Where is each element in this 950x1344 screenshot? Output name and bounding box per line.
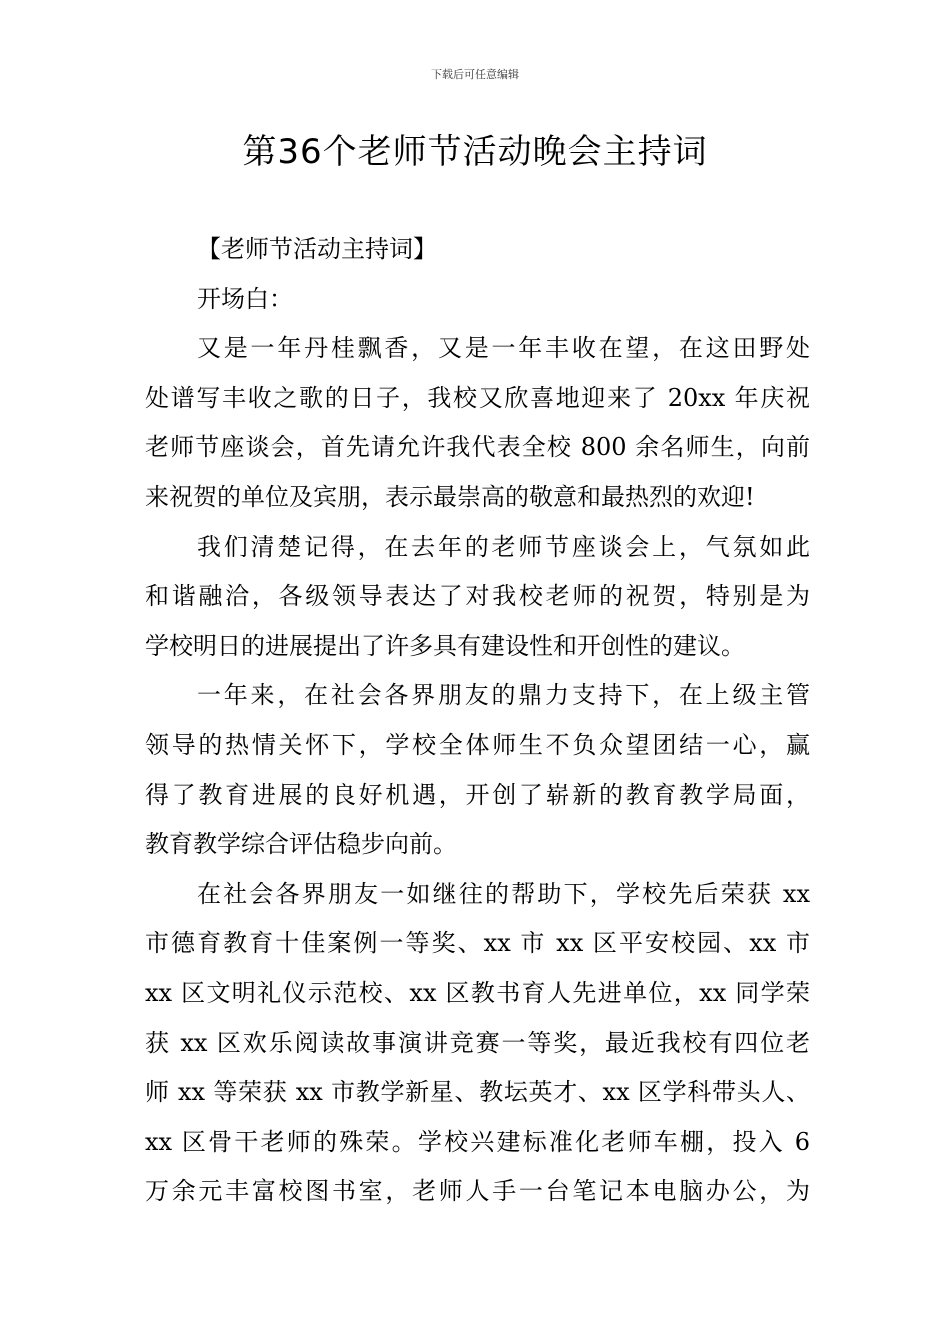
paragraph-line: xx 区文明礼仪示范校、xx 区教书育人先进单位，xx 同学荣	[145, 978, 810, 1007]
paragraph-line: 一年来，在社会各界朋友的鼎力支持下，在上级主管	[197, 681, 810, 710]
paragraph-line: 万余元丰富校图书室，老师人手一台笔记本电脑办公，为	[145, 1177, 810, 1206]
document-body	[145, 225, 810, 1217]
paragraph-line: 师 xx 等荣获 xx 市教学新星、教坛英才、xx 区学科带头人、	[145, 1078, 810, 1107]
paragraph-line: 领导的热情关怀下，学校全体师生不负众望团结一心，赢	[145, 730, 810, 759]
paragraph-line: 老师节座谈会，首先请允许我代表全校 800 余名师生，向前	[145, 433, 810, 462]
paragraph	[145, 523, 810, 672]
opening-label: 开场白：	[197, 284, 293, 313]
paragraph-line: 学校明日的进展提出了许多具有建设性和开创性的建议。	[145, 631, 745, 660]
paragraph-line: 市德育教育十佳案例一等奖、xx 市 xx 区平安校园、xx 市	[145, 929, 810, 958]
paragraph	[145, 324, 810, 522]
paragraph-line: 教育教学综合评估稳步向前。	[145, 830, 457, 859]
header-note: 下载后可任意编辑	[431, 68, 519, 81]
document-title: 第36个老师节活动晚会主持词	[242, 132, 708, 172]
paragraph-line: xx 区骨干老师的殊荣。学校兴建标准化老师车棚，投入 6	[145, 1127, 810, 1156]
paragraph-line: 来祝贺的单位及宾朋，表示最崇高的敬意和最热烈的欢迎!	[145, 482, 755, 511]
paragraph-line: 处谱写丰收之歌的日子，我校又欣喜地迎来了 20xx 年庆祝	[145, 383, 810, 412]
paragraph-line: 又是一年丹桂飘香，又是一年丰收在望，在这田野处	[197, 334, 810, 363]
paragraph-line: 得了教育进展的良好机遇，开创了崭新的教育教学局面，	[145, 780, 810, 809]
paragraph-line: 在社会各界朋友一如继往的帮助下，学校先后荣获 xx	[197, 879, 810, 908]
paragraph-line: 获 xx 区欢乐阅读故事演讲竞赛一等奖，最近我校有四位老	[145, 1028, 810, 1057]
paragraph	[145, 671, 810, 869]
section-heading: 【老师节活动主持词】	[197, 235, 437, 263]
paragraph-line: 和谐融洽，各级领导表达了对我校老师的祝贺，特别是为	[145, 582, 810, 611]
paragraph	[145, 870, 810, 1217]
paragraph-line: 我们清楚记得，在去年的老师节座谈会上，气氛如此	[197, 532, 810, 561]
